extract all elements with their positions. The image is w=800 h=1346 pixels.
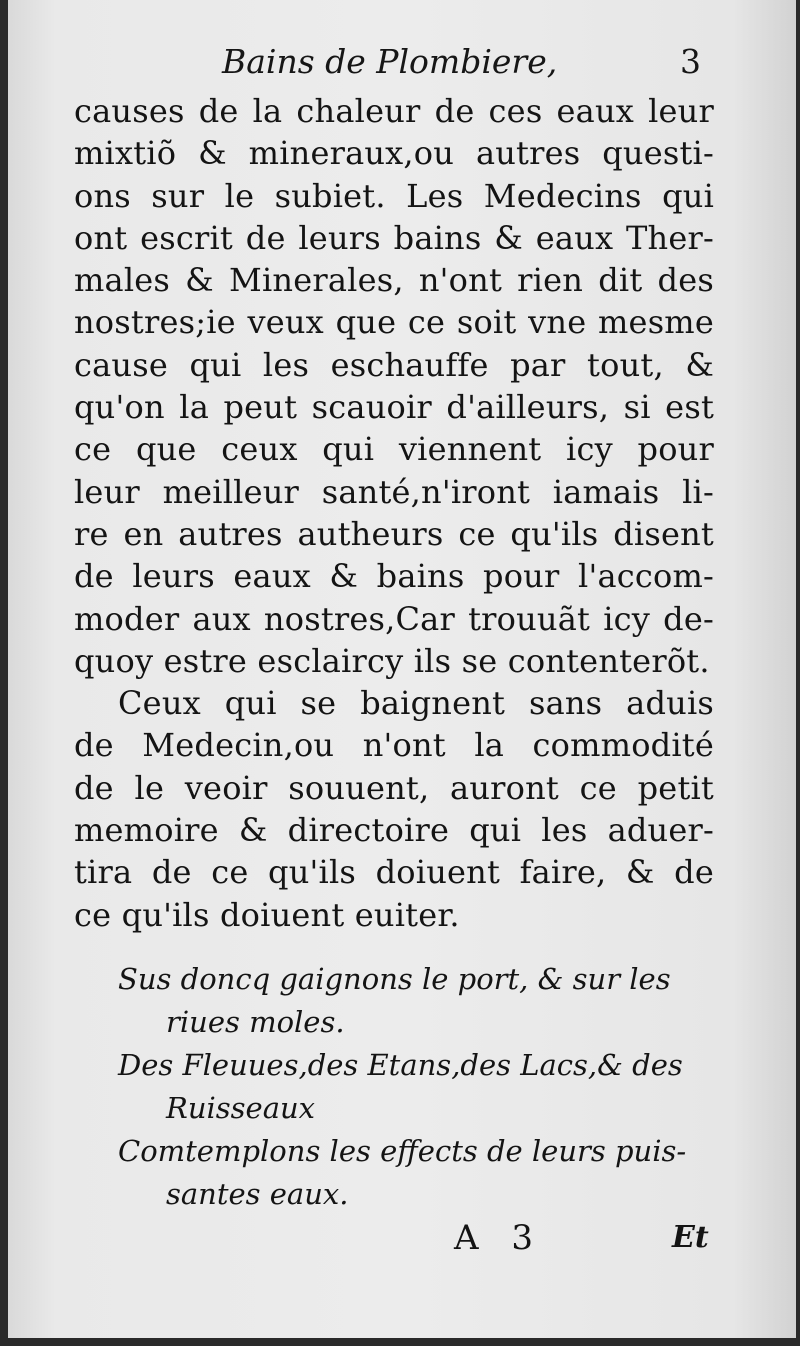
verse-line: santes eaux. xyxy=(166,1177,349,1211)
page-number: 3 xyxy=(680,42,701,81)
body-line: ons sur le subiet. Les Medecins qui xyxy=(74,176,714,215)
body-line: qu'on la peut scauoir d'ailleurs, si est xyxy=(74,388,714,427)
body-line: mixtiõ & mineraux,ou autres questi- xyxy=(74,134,714,173)
body-line: causes de la chaleur de ces eaux leur xyxy=(74,92,714,130)
signature-mark: A 3 xyxy=(454,1218,533,1258)
body-line: memoire & directoire qui les aduer- xyxy=(74,811,714,850)
verse-line: riues moles. xyxy=(166,1005,345,1039)
body-line: de leurs eaux & bains pour l'accom- xyxy=(74,557,714,596)
catchword: Et xyxy=(672,1220,709,1255)
body-line: moder aux nostres,Car trouuãt icy de- xyxy=(74,599,714,638)
page-footer xyxy=(8,1218,796,1268)
body-text xyxy=(74,90,714,936)
body-line: de le veoir souuent, auront ce petit xyxy=(74,768,714,807)
body-line: re en autres autheurs ce qu'ils disent xyxy=(74,514,714,553)
verse-line: Comtemplons les effects de leurs puis- xyxy=(118,1134,687,1168)
body-line: ce que ceux qui viennent icy pour xyxy=(74,430,714,469)
body-line: Ceux qui se baignent sans aduis xyxy=(118,684,714,723)
body-line: males & Minerales, n'ont rien dit des xyxy=(74,261,714,300)
verse-line: Des Fleuues,des Etans,des Lacs,& des xyxy=(118,1048,683,1082)
body-line: tira de ce qu'ils doiuent faire, & de xyxy=(74,853,714,892)
verse-line: Sus doncq gaignons le port, & sur les xyxy=(118,962,671,996)
body-line: leur meilleur santé,n'iront iamais li- xyxy=(74,472,714,511)
body-line: quoy estre esclaircy ils se contenterõt. xyxy=(74,641,710,680)
body-line: ont escrit de leurs bains & eaux Ther- xyxy=(74,218,714,257)
body-line: cause qui les eschauffe par tout, & xyxy=(74,345,714,384)
body-line: de Medecin,ou n'ont la commodité xyxy=(74,726,714,765)
verse-line: Ruisseaux xyxy=(166,1091,316,1125)
body-line: nostres;ie veux que ce soit vne mesme xyxy=(74,303,714,342)
running-title: Bains de Plombiere, xyxy=(222,42,558,81)
verse-block xyxy=(118,958,718,1216)
book-page xyxy=(8,0,796,1338)
page-header xyxy=(8,42,796,92)
body-line: ce qu'ils doiuent euiter. xyxy=(74,895,460,934)
